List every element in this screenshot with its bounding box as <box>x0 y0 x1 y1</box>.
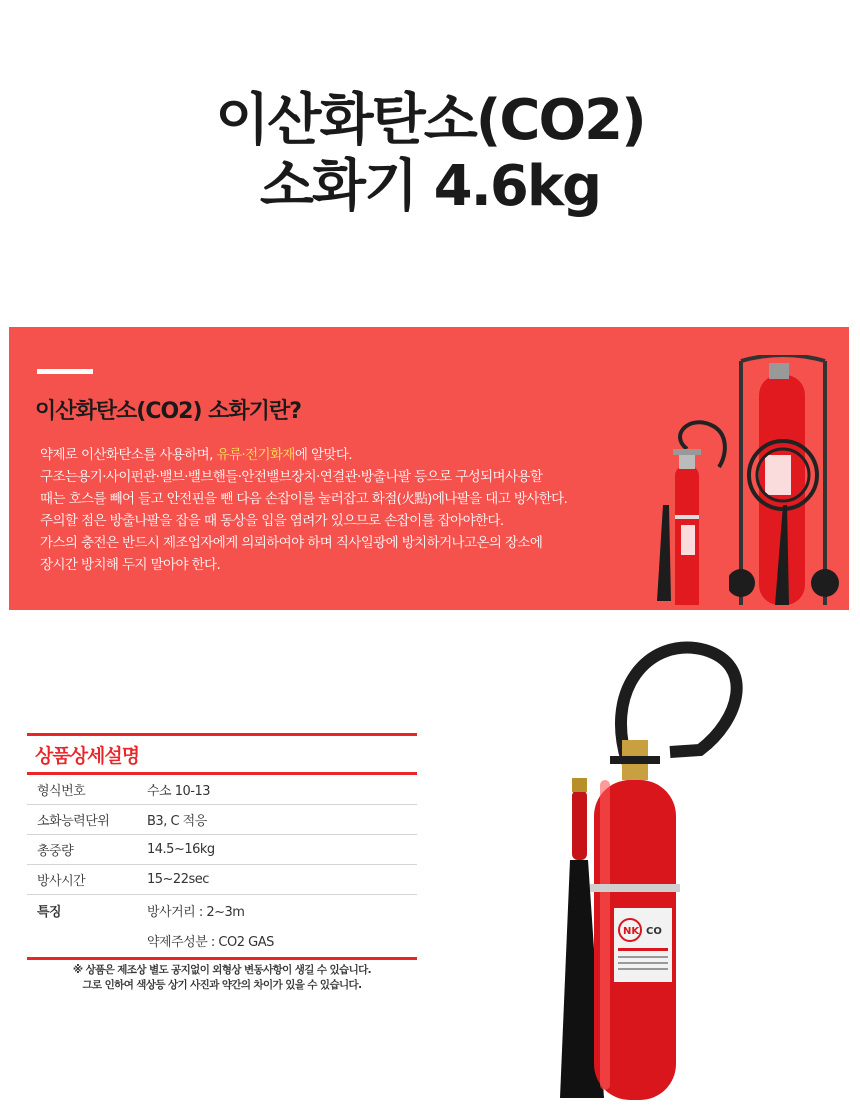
co2-extinguisher-small-image <box>649 415 729 605</box>
spec-key: 특징 <box>37 904 62 920</box>
heading-accent-bar <box>37 369 93 374</box>
intro-heading: 이산화탄소(CO2) 소화기란? <box>35 399 301 424</box>
intro-line-1 <box>40 444 640 466</box>
spec-row <box>27 775 417 805</box>
intro-panel <box>9 327 849 610</box>
spec-value: 15~22sec <box>147 872 209 887</box>
disclaimer-note <box>27 963 417 993</box>
page-title <box>0 88 860 220</box>
spec-row <box>27 925 417 955</box>
intro-line-6: 장시간 방치해 두지 말아야 한다. <box>40 557 221 573</box>
intro-line-2: 구조는용기·사이펀관·밸브·밸브핸들·안전밸브장치·연결관·방출나팔 등으로 구성되며사용할 <box>40 469 543 485</box>
spec-value: 방사거리 : 2~3m <box>147 904 245 920</box>
spec-value: 수소 10-13 <box>147 784 211 799</box>
co2-extinguisher-product-image <box>560 630 760 1110</box>
spec-row <box>27 835 417 865</box>
intro-line-4: 주의할 점은 방출나팔을 잡을 때 동상을 입을 염려가 있으므로 손잡이를 잡아야한다. <box>40 513 504 529</box>
intro-highlight: 유류·전기화재 <box>216 447 295 463</box>
spec-value: 14.5~16kg <box>147 842 215 857</box>
intro-description <box>40 444 640 576</box>
intro-line-3: 때는 호스를 빼어 들고 안전핀을 뺀 다음 손잡이를 눌러잡고 화점(火點)에나팔을 대고 방사한다. <box>40 491 568 507</box>
note-line-1: ※ 상품은 제조상 별도 공지없이 외형상 변동사항이 생길 수 있습니다. <box>72 964 372 976</box>
intro-line-1-pre: 약제로 이산화탄소를 사용하며, <box>40 447 217 463</box>
intro-line-1-post: 에 알맞다. <box>294 447 352 463</box>
spec-row <box>27 805 417 835</box>
spec-row <box>27 865 417 895</box>
title-line-2: 소화기 4.6kg <box>259 154 601 219</box>
co2-extinguisher-cart-image <box>729 355 839 610</box>
spec-key: 형식번호 <box>37 784 86 799</box>
title-line-1: 이산화탄소(CO2) <box>215 88 645 153</box>
label-code: CO <box>646 926 662 937</box>
spec-value: B3, C 적응 <box>147 814 207 829</box>
label-brand: NK <box>623 926 640 937</box>
note-line-2: 그로 인하여 색상등 상기 사진과 약간의 차이가 있을 수 있습니다. <box>82 979 362 991</box>
spec-key: 소화능력단위 <box>37 814 110 829</box>
spec-key: 총중량 <box>37 844 74 859</box>
spec-value: 약제주성분 : CO2 GAS <box>147 934 274 950</box>
spec-row <box>27 895 417 925</box>
spec-title: 상품상세설명 <box>35 745 140 767</box>
spec-bottom-rule <box>27 957 417 960</box>
product-spec-table <box>27 733 417 960</box>
spec-key: 방사시간 <box>37 874 86 889</box>
intro-line-5: 가스의 충전은 반드시 제조업자에게 의뢰하여야 하며 직사일광에 방치하거나고온의 장소에 <box>40 535 543 551</box>
